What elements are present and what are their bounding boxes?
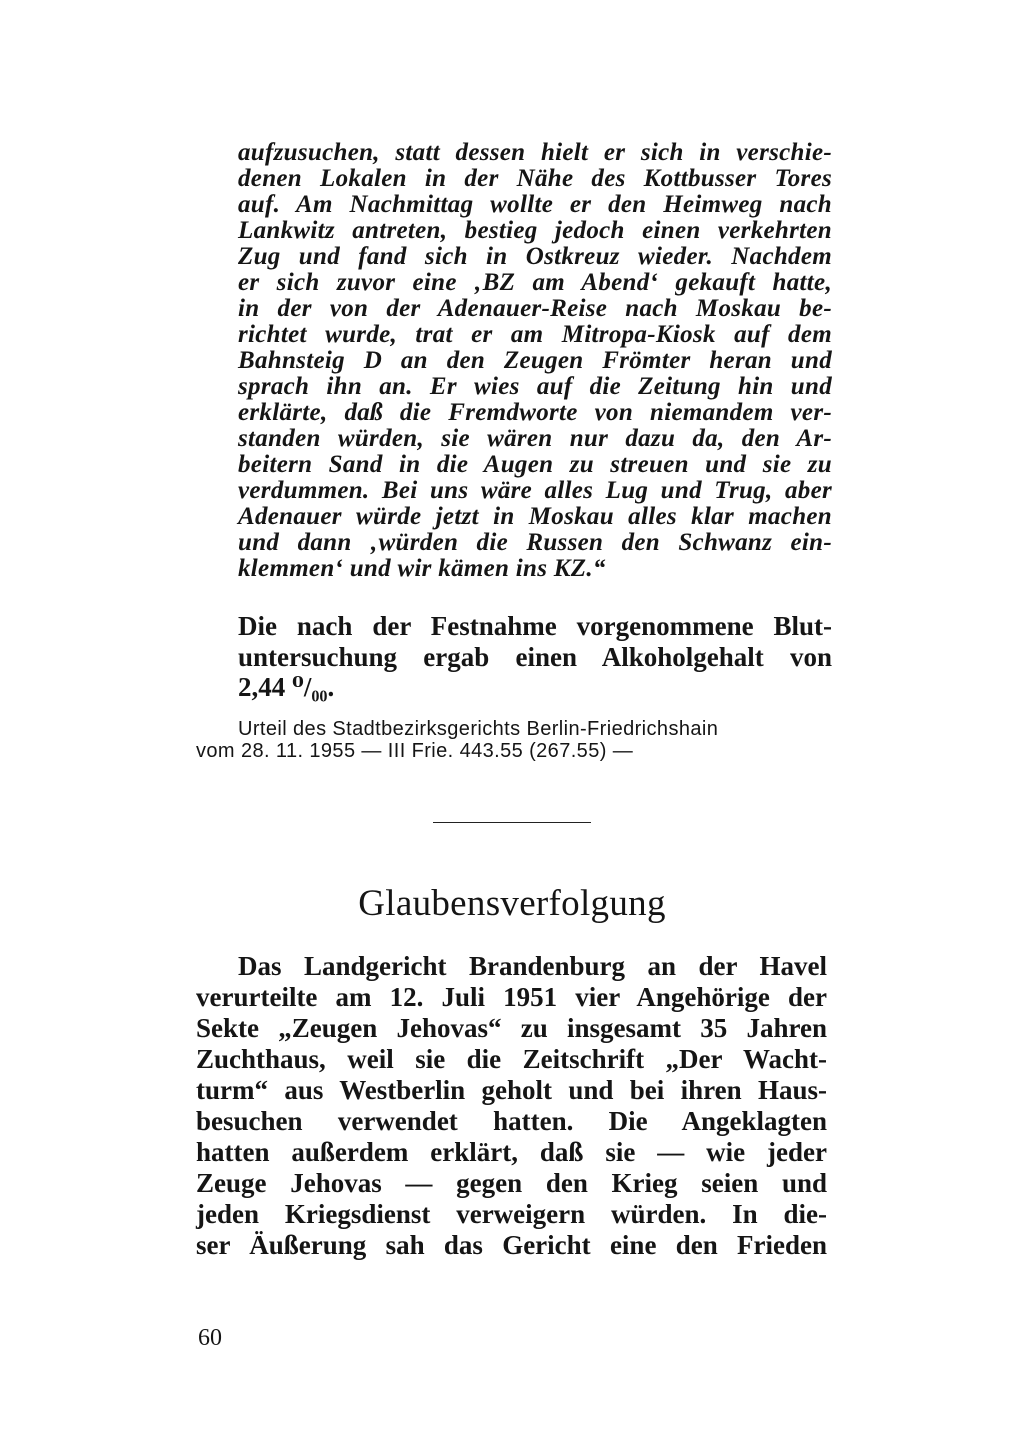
quote-line: Bahnsteig D an den Zeugen Frömter heran und xyxy=(238,347,832,374)
page-number: 60 xyxy=(198,1325,222,1351)
citation-line: vom 28. 11. 1955 — III Frie. 443.55 (267.55) — xyxy=(196,740,634,762)
quote-line: Adenauer würde jetzt in Moskau alles klar machen xyxy=(238,503,832,530)
quote-line: Zug und fand sich in Ostkreuz wieder. Nachdem xyxy=(238,243,832,270)
quote-line: er sich zuvor eine ‚BZ am Abend‘ gekauft hatte, xyxy=(238,269,832,296)
paragraph-line: 2,44 ⁰/₀₀. xyxy=(238,672,335,702)
paragraph-line: untersuchung ergab einen Alkoholgehalt von xyxy=(238,642,832,672)
quote-line: in der von der Adenauer-Reise nach Moskau be- xyxy=(238,295,832,322)
paragraph-line: verurteilte am 12. Juli 1951 vier Angehörige der xyxy=(196,982,827,1012)
quote-line: verdummen. Bei uns wäre alles Lug und Trug, aber xyxy=(238,477,832,504)
quote-line: standen würden, sie wären nur dazu da, den Ar- xyxy=(238,425,832,452)
paragraph-line: jeden Kriegsdienst verweigern würden. In die- xyxy=(196,1199,827,1229)
quote-line: Lankwitz antreten, bestieg jedoch einen verkehrten xyxy=(238,217,832,244)
paragraph-line: hatten außerdem erklärt, daß sie — wie jeder xyxy=(196,1137,827,1167)
section-divider xyxy=(433,822,591,823)
paragraph-line: Die nach der Festnahme vorgenommene Blut- xyxy=(238,611,832,641)
section-heading: Glaubensverfolgung xyxy=(358,883,666,924)
quote-line: klemmen‘ und wir kämen ins KZ.“ xyxy=(238,555,606,582)
quote-line: und dann ‚würden die Russen den Schwanz ein- xyxy=(238,529,832,556)
quote-line: sprach ihn an. Er wies auf die Zeitung hin und xyxy=(238,373,832,400)
paragraph-line: turm“ aus Westberlin geholt und bei ihren Haus- xyxy=(196,1075,827,1105)
quote-line: beitern Sand in die Augen zu streuen und sie zu xyxy=(238,451,832,478)
quote-line: erklärte, daß die Fremdworte von niemandem ver- xyxy=(238,399,832,426)
paragraph-line: Zuchthaus, weil sie die Zeitschrift „Der Wacht- xyxy=(196,1044,827,1074)
paragraph-line: Zeuge Jehovas — gegen den Krieg seien und xyxy=(196,1168,827,1198)
quote-line: aufzusuchen, statt dessen hielt er sich in verschie- xyxy=(238,139,832,166)
quote-line: auf. Am Nachmittag wollte er den Heimweg nach xyxy=(238,191,832,218)
paragraph-line: Sekte „Zeugen Jehovas“ zu insgesamt 35 Jahren xyxy=(196,1013,827,1043)
citation-line: Urteil des Stadtbezirksgerichts Berlin-Friedrichshain xyxy=(238,718,719,740)
paragraph-line: ser Äußerung sah das Gericht eine den Frieden xyxy=(196,1230,827,1260)
quote-line: richtet wurde, trat er am Mitropa-Kiosk auf dem xyxy=(238,321,832,348)
quote-line: denen Lokalen in der Nähe des Kottbusser Tores xyxy=(238,165,832,192)
paragraph-line: besuchen verwendet hatten. Die Angeklagten xyxy=(196,1106,827,1136)
paragraph-line: Das Landgericht Brandenburg an der Havel xyxy=(238,951,827,981)
